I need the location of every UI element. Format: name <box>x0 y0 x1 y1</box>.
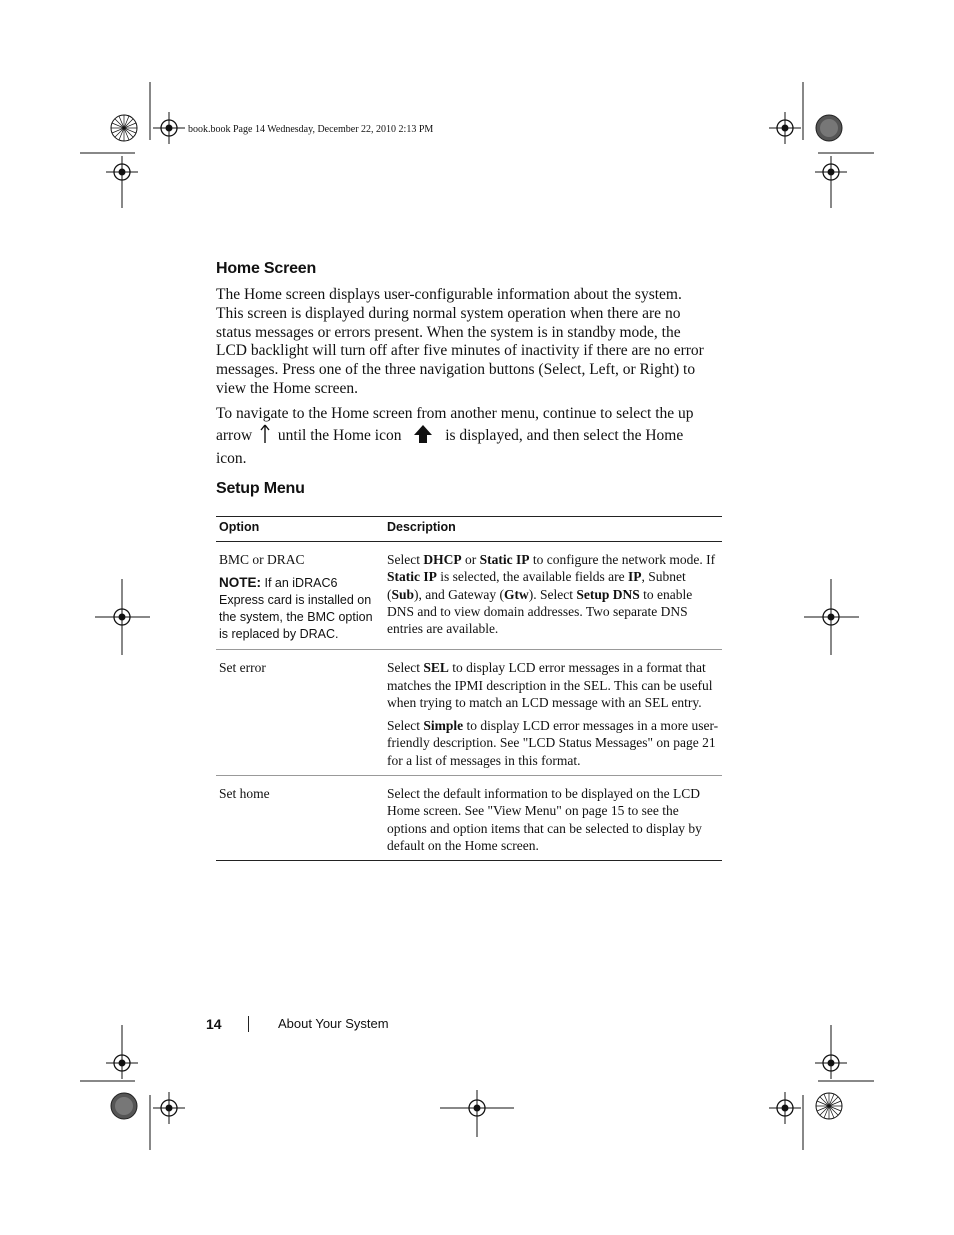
description-text: Select SEL to display LCD error messages in a format that matches the IPMI description in the SEL. This can be useful when trying to match an LCD message with an SEL entry. <box>387 660 713 710</box>
note-block <box>219 574 381 643</box>
option-name: BMC or DRAC <box>219 552 305 567</box>
home-screen-heading: Home Screen <box>216 260 317 277</box>
option-cell <box>216 650 384 776</box>
bold-term: DHCP <box>423 552 462 567</box>
description-text-secondary: Select Simple to display LCD error messages in a more user-friendly description. See "LCD Status Messages" on page 21 for a list of messages in this format. <box>387 718 719 768</box>
home-screen-navigation-text <box>216 405 706 468</box>
column-header-description: Description <box>384 517 722 542</box>
bold-term: SEL <box>423 660 449 676</box>
bold-term: Sub <box>391 586 415 602</box>
bold-term: IP <box>628 569 642 585</box>
footer-divider <box>248 1016 249 1032</box>
table-row <box>216 776 722 861</box>
setup-menu-heading: Setup Menu <box>216 480 305 497</box>
bold-term: Gtw <box>504 586 529 602</box>
footer-section-title: About Your System <box>278 1016 389 1031</box>
nav-text-part-3: is displayed, and then select the Home icon. <box>216 426 684 467</box>
table-header-row <box>216 517 722 542</box>
home-screen-description: The Home screen displays user-configurable information about the system. This screen is displayed during normal system operation when there are no status messages or errors present. When the system is in standby mode, the LCD backlight will turn off after five minutes of inactivity if there are no error messages. Press one of the three navigation buttons (Select, Left, or Right) to view the Home screen. <box>216 286 704 397</box>
note-text: If an iDRAC6 Express card is installed on the system, the BMC option is replaced by DRAC. <box>219 576 373 642</box>
bold-term: Static IP <box>387 569 437 585</box>
bold-term: Static IP <box>479 552 530 567</box>
option-name: Set home <box>219 786 270 802</box>
description-text: Select the default information to be displayed on the LCD Home screen. See "View Menu" on page 15 to see the options and option items that can be selected to display by default on the Home screen. <box>387 786 702 853</box>
bold-term: Setup DNS <box>576 586 640 602</box>
bold-term: Simple <box>423 718 464 734</box>
column-header-option: Option <box>216 517 384 542</box>
page-number: 14 <box>206 1016 222 1032</box>
option-cell <box>216 776 384 861</box>
table-row <box>216 650 722 776</box>
nav-text-part-2: until the Home icon <box>277 426 402 444</box>
option-name: Set error <box>219 660 266 676</box>
home-icon <box>413 424 433 450</box>
description-text: Select DHCP or Static IP to configure the network mode. If Static IP is selected, the available fields are IP, Subnet (Sub), and Gateway (Gtw). Select Setup DNS to enable DNS and to view domain addresses. Two separate DNS entries are available. <box>387 552 716 637</box>
description-cell <box>384 542 722 650</box>
description-cell <box>384 650 722 776</box>
table-row <box>216 542 722 650</box>
print-file-info: book.book Page 14 Wednesday, December 22, 2010 2:13 PM <box>188 124 434 135</box>
note-label: NOTE: <box>219 575 261 591</box>
setup-menu-table <box>216 516 722 861</box>
up-arrow-icon <box>260 424 270 450</box>
nav-text-part-1: To navigate to the Home screen from another menu, continue to select the up arrow <box>216 405 694 444</box>
description-cell <box>384 776 722 861</box>
option-cell <box>216 542 384 650</box>
